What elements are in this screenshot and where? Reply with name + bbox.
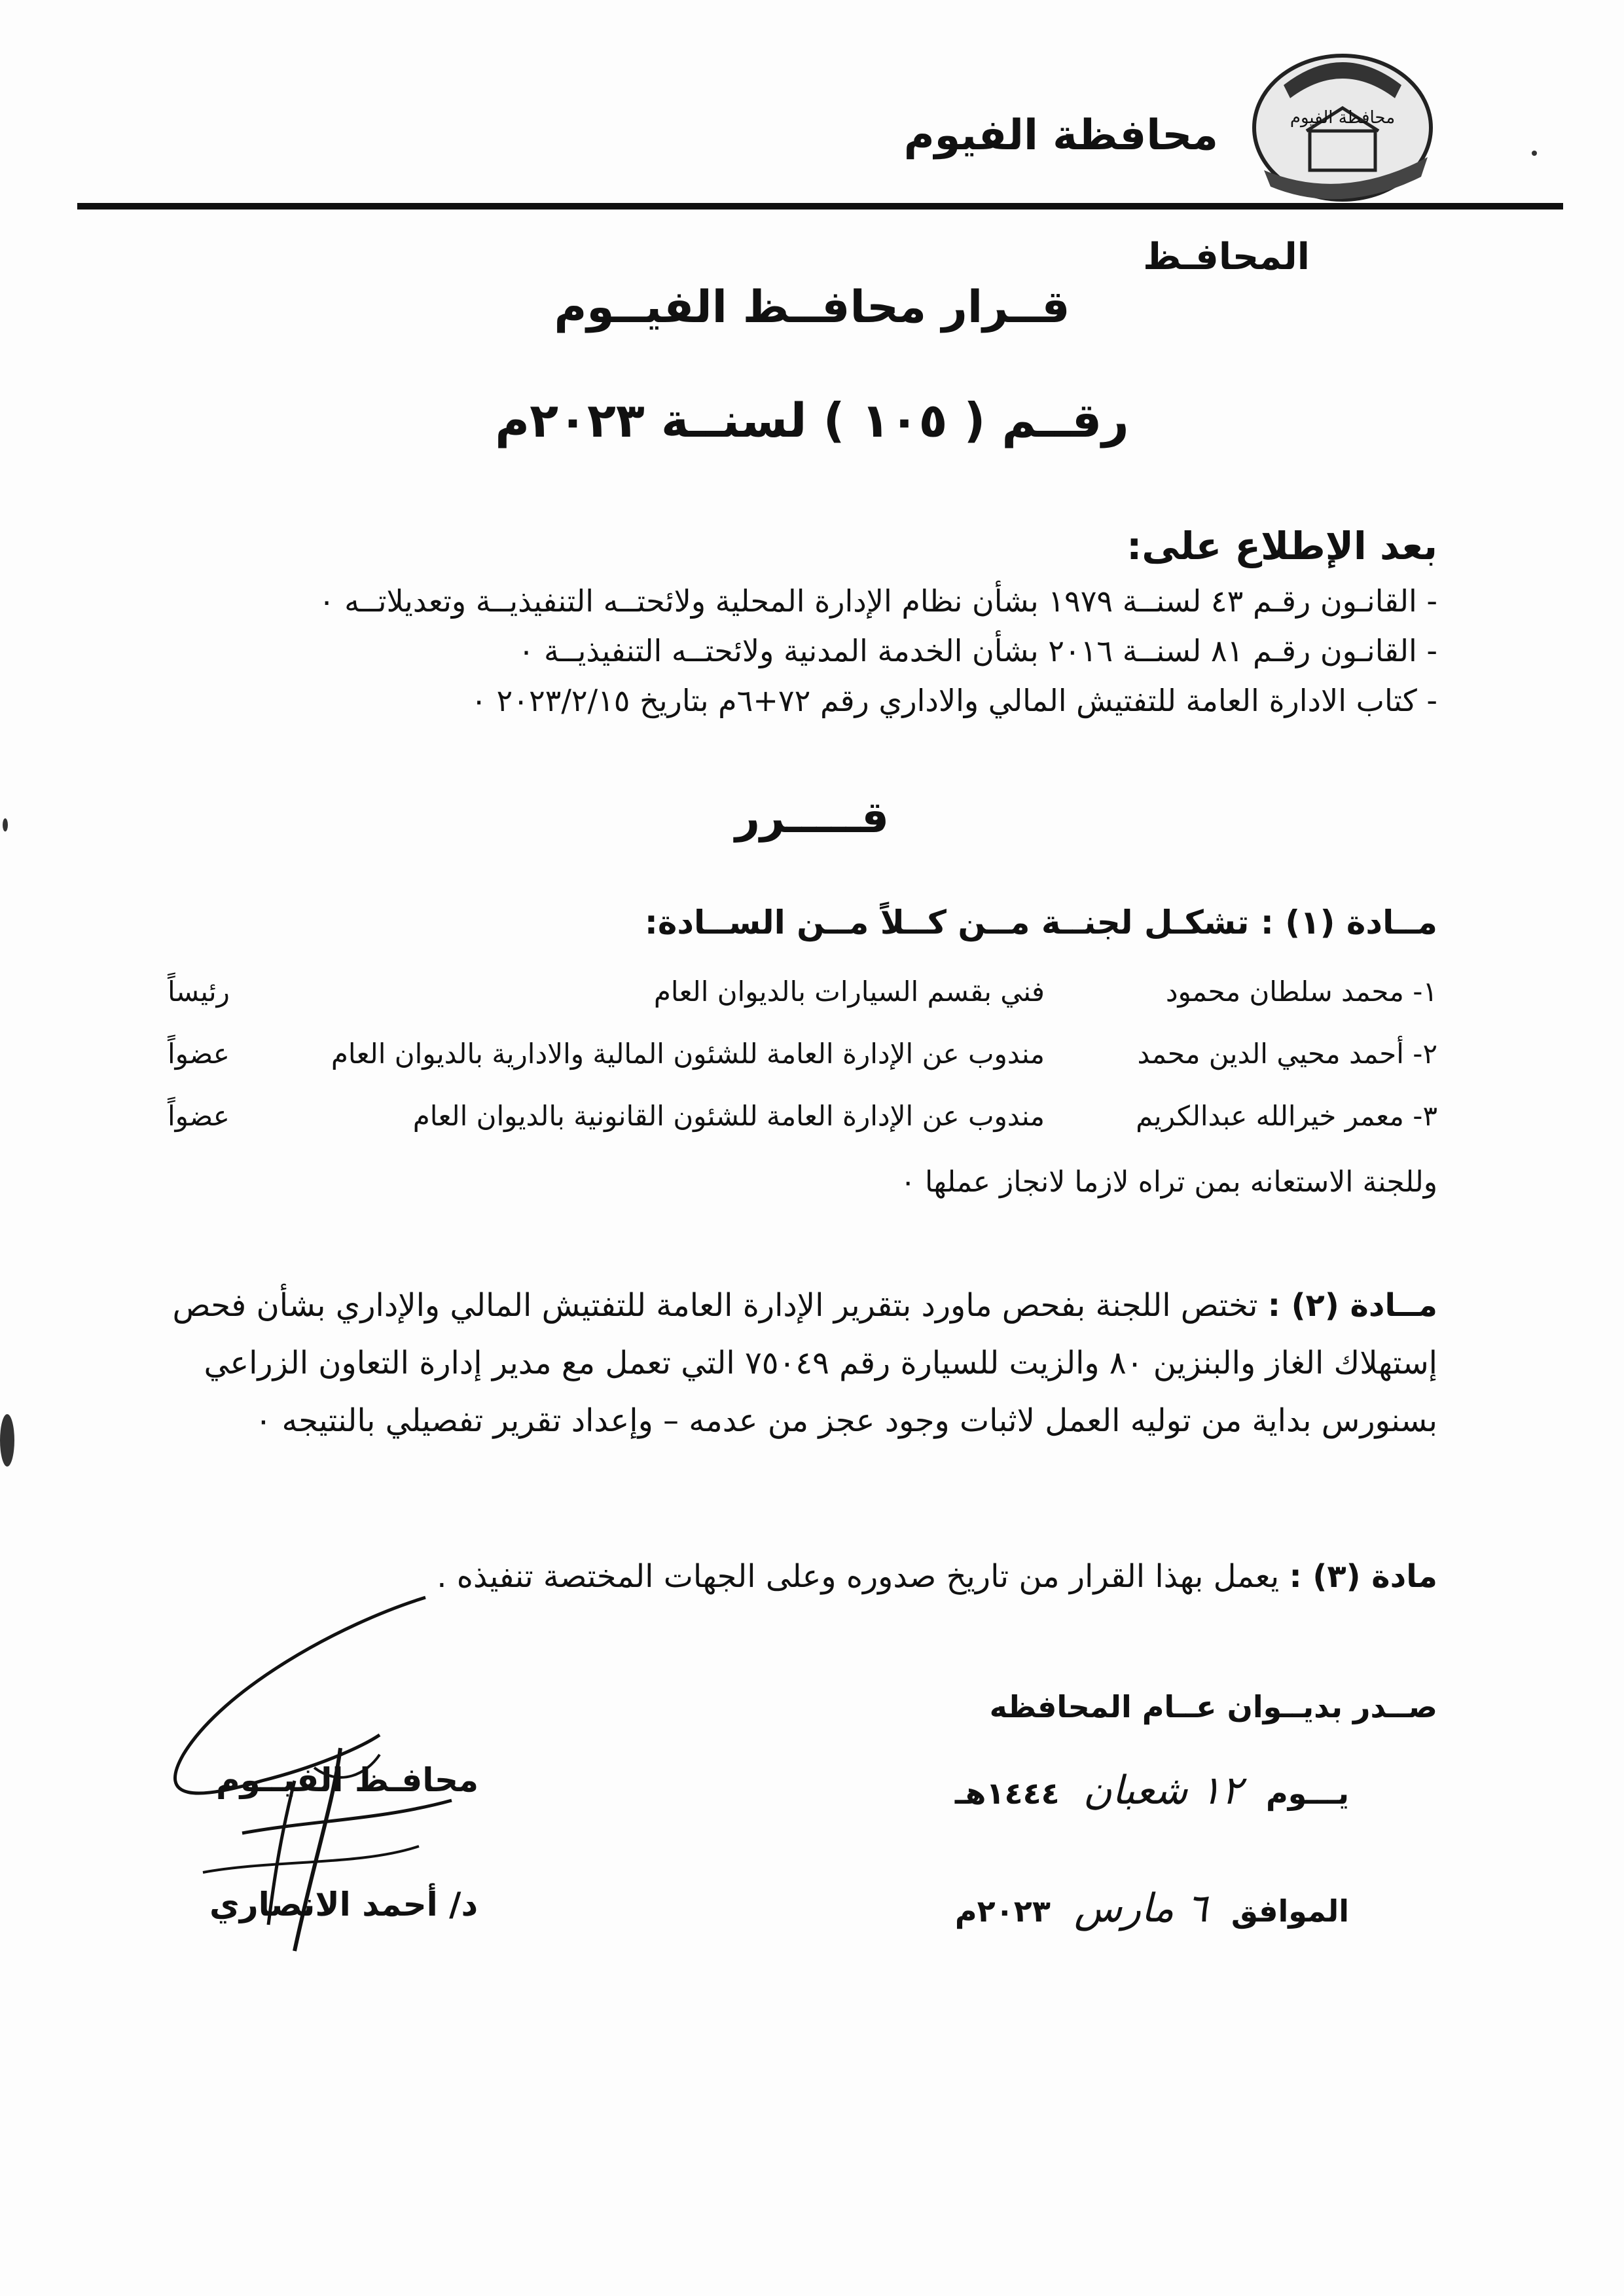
gregorian-date-line bbox=[955, 1886, 1349, 1931]
member-name: ٣- معمر خيرالله عبدالكريم bbox=[1136, 1100, 1437, 1132]
header-divider bbox=[77, 203, 1563, 210]
hijri-date-line bbox=[955, 1768, 1349, 1813]
member-description: مندوب عن الإدارة العامة للشئون المالية والادارية بالديوان العام bbox=[331, 1038, 1045, 1070]
signatory-name: د/ أحمد الانصاري bbox=[209, 1886, 478, 1923]
reference-item: - القانـون رقـم ٨١ لسنــة ٢٠١٦ بشأن الخدمة المدنية ولائحتــه التنفيذيــة ٠ bbox=[518, 633, 1437, 668]
article-2 bbox=[154, 1277, 1437, 1449]
reference-item: - القانـون رقـم ٤٣ لسنــة ١٩٧٩ بشأن نظام الإدارة المحلية ولائحتــه التنفيذيــة وتعديلاتــه ٠ bbox=[318, 583, 1437, 619]
preamble-heading: بعد الإطلاع على: bbox=[1127, 524, 1437, 568]
member-role: عضواً bbox=[168, 1100, 230, 1132]
article-2-text: تختص اللجنة بفحص ماورد بتقرير الإدارة العامة للتفتيش المالي والإداري بشأن فحص إستهلاك الغاز والبنزين ٨٠ والزيت للسيارة رقم ٧٥٠٤٩ التي تعمل مع مدير إدارة التعاون الزراعي بسنورس بداية من توليه العمل لاثبات وجود عجز من عدمه – وإعداد تقرير تفصيلي بالنتيجه ٠ bbox=[172, 1287, 1437, 1439]
governorate-name: محافظة الفيوم bbox=[903, 111, 1218, 160]
article-2-label: مــادة (٢) : bbox=[1267, 1287, 1437, 1324]
committee-member-row bbox=[168, 975, 1437, 1021]
gregorian-year: ٢٠٢٣م bbox=[954, 1893, 1051, 1929]
scan-artifact bbox=[1532, 151, 1537, 156]
article-3-text: يعمل بهذا القرار من تاريخ صدوره وعلى الجهات المختصة تنفيذه . bbox=[437, 1558, 1280, 1595]
member-description: مندوب عن الإدارة العامة للشئون القانونية بالديوان العام bbox=[412, 1100, 1045, 1132]
decision-number: رقــم ( ١٠٥ ) لسنــة ٢٠٢٣م bbox=[495, 393, 1129, 448]
corresponding-label: الموافق bbox=[1231, 1893, 1349, 1929]
committee-member-row bbox=[168, 1100, 1437, 1146]
member-name: ٢- أحمد محيي الدين محمد bbox=[1137, 1038, 1437, 1070]
committee-member-row bbox=[168, 1038, 1437, 1084]
handwritten-gregorian-date: ٦ مارس bbox=[1074, 1886, 1208, 1931]
emblem-text: محافظة الفيوم bbox=[1290, 108, 1396, 128]
signatory-title: محافـظ الفيــوم bbox=[216, 1761, 479, 1799]
office-label: المحافـظ bbox=[1143, 236, 1310, 278]
scan-artifact bbox=[0, 1414, 14, 1467]
member-role: رئيساً bbox=[168, 975, 230, 1008]
day-label: يـــوم bbox=[1266, 1776, 1349, 1811]
member-description: فني بقسم السيارات بالديوان العام bbox=[653, 975, 1045, 1008]
reference-item: - كتاب الادارة العامة للتفتيش المالي والاداري رقم ٧٢+٦م بتاريخ ٢٠٢٣/٢/١٥ ٠ bbox=[471, 683, 1437, 718]
article-1-note: وللجنة الاستعانه بمن تراه لازما لانجاز عملها ٠ bbox=[900, 1165, 1437, 1199]
scan-artifact bbox=[3, 818, 8, 831]
hijri-year: ١٤٤٤هـ bbox=[954, 1776, 1060, 1811]
member-name: ١- محمد سلطان محمود bbox=[1165, 975, 1437, 1008]
article-1-heading: مــادة (١) : تشكـل لجنــة مــن كــلاً مــن الســادة: bbox=[644, 903, 1437, 941]
handwritten-hijri-date: ١٢ شعبان bbox=[1083, 1768, 1242, 1813]
decided-heading: قـــــرر bbox=[734, 792, 890, 843]
decision-title: قــرار محافــظ الفيــوم bbox=[554, 282, 1070, 333]
reference-list bbox=[194, 576, 1437, 725]
member-role: عضواً bbox=[168, 1038, 230, 1070]
governorate-emblem-icon bbox=[1244, 46, 1441, 216]
article-3-label: مادة (٣) : bbox=[1289, 1558, 1437, 1595]
issued-at: صــدر بديــوان عــام المحافظه bbox=[989, 1689, 1437, 1724]
